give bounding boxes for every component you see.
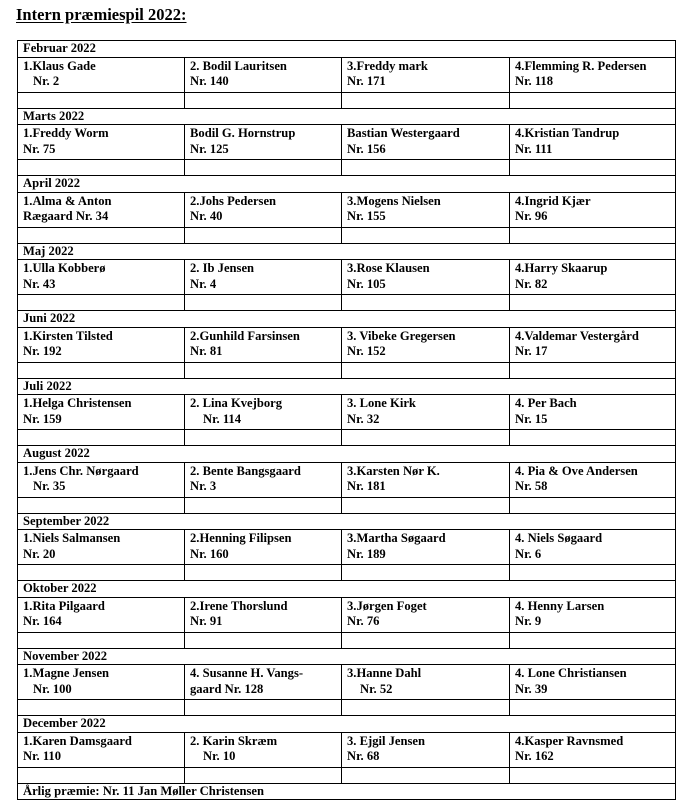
winner-name: 2. Lina Kvejborg — [190, 396, 283, 410]
empty-cell — [18, 362, 185, 378]
winner-number: Nr. 189 — [347, 546, 386, 561]
winner-cell — [510, 530, 676, 565]
month-header-row — [18, 41, 676, 58]
winner-number: Nr. 125 — [190, 141, 229, 156]
empty-cell — [185, 430, 342, 446]
winner-name: 4.Valdemar Vestergård — [515, 328, 639, 343]
winners-row — [18, 125, 676, 160]
winner-number: Nr. 164 — [23, 614, 62, 628]
spacer-row — [18, 430, 676, 446]
winner-cell — [342, 395, 510, 430]
month-header-row — [18, 446, 676, 463]
winner-cell — [18, 260, 185, 295]
winner-number: Nr. 171 — [347, 74, 386, 88]
spacer-row — [18, 92, 676, 108]
winner-name: 3. Lone Kirk — [347, 396, 416, 410]
winner-number: Nr. 17 — [515, 344, 548, 358]
month-name: September 2022 — [18, 513, 676, 530]
winner-name: 2.Gunhild Farsinsen — [190, 328, 300, 343]
winner-cell — [185, 395, 342, 430]
winner-cell — [342, 732, 510, 767]
winner-cell — [342, 57, 510, 92]
winner-cell — [18, 732, 185, 767]
empty-cell — [342, 160, 510, 176]
winner-number: Nr. 52 — [360, 681, 393, 696]
winner-number: Nr. 162 — [515, 749, 554, 763]
empty-cell — [342, 632, 510, 648]
winner-name: 2. Bodil Lauritsen — [190, 58, 287, 73]
winner-name: 3.Martha Søgaard — [347, 531, 446, 545]
winner-number: Nr. 192 — [23, 344, 62, 358]
month-header-row — [18, 108, 676, 125]
empty-cell — [18, 632, 185, 648]
winner-name: 4.Ingrid Kjær — [515, 193, 591, 208]
month-name: Juli 2022 — [18, 378, 676, 395]
winners-row — [18, 597, 676, 632]
winner-cell — [510, 665, 676, 700]
empty-cell — [342, 295, 510, 311]
winner-number: Nr. 20 — [23, 546, 56, 561]
empty-cell — [510, 430, 676, 446]
empty-cell — [510, 497, 676, 513]
spacer-row — [18, 295, 676, 311]
empty-cell — [18, 497, 185, 513]
winner-name: 4.Harry Skaarup — [515, 261, 608, 275]
winner-name: 2.Irene Thorslund — [190, 598, 288, 613]
winner-cell — [18, 192, 185, 227]
winner-name: 2. Ib Jensen — [190, 261, 255, 275]
winner-cell — [18, 597, 185, 632]
winner-number: Nr. 82 — [515, 276, 548, 291]
empty-cell — [510, 160, 676, 176]
winner-cell — [510, 732, 676, 767]
winner-number: Nr. 68 — [347, 749, 380, 763]
winner-number: Nr. 10 — [203, 749, 236, 763]
annual-prize-text: Årlig præmie: Nr. 11 Jan Møller Christensen — [18, 783, 676, 800]
month-header-row — [18, 716, 676, 733]
winner-cell — [18, 125, 185, 160]
winner-number: Nr. 114 — [203, 411, 242, 426]
empty-cell — [18, 430, 185, 446]
winner-cell — [185, 125, 342, 160]
winner-number: Nr. 35 — [33, 479, 66, 493]
winner-number: Nr. 105 — [347, 276, 386, 291]
month-name: November 2022 — [18, 648, 676, 665]
winner-name: 1.Niels Salmansen — [23, 531, 121, 545]
winner-cell — [18, 57, 185, 92]
empty-cell — [510, 227, 676, 243]
winner-name: 1.Ulla Kobberø — [23, 261, 106, 275]
empty-cell — [510, 92, 676, 108]
winner-cell — [185, 597, 342, 632]
winner-number: Nr. 152 — [347, 344, 386, 358]
winner-number: Nr. 9 — [515, 614, 542, 628]
winner-number: Nr. 39 — [515, 681, 548, 696]
winner-cell — [342, 530, 510, 565]
winner-name: 2. Bente Bangsgaard — [190, 463, 301, 478]
spacer-row — [18, 362, 676, 378]
winner-name: 3. Vibeke Gregersen — [347, 328, 456, 343]
winner-name: 3.Rose Klausen — [347, 261, 430, 275]
winner-name: 4. Henny Larsen — [515, 598, 605, 613]
empty-cell — [510, 700, 676, 716]
month-header-row — [18, 513, 676, 530]
winner-cell — [510, 260, 676, 295]
winner-name: 3.Freddy mark — [347, 58, 428, 73]
winner-number: Nr. 111 — [515, 141, 553, 156]
empty-cell — [342, 92, 510, 108]
empty-cell — [18, 92, 185, 108]
winner-cell — [342, 462, 510, 497]
empty-cell — [18, 700, 185, 716]
winner-name: Bodil G. Hornstrup — [190, 126, 296, 140]
winner-number: Nr. 76 — [347, 614, 380, 628]
empty-cell — [185, 160, 342, 176]
winner-name: 4. Per Bach — [515, 396, 577, 410]
winner-name: 1.Alma & Anton — [23, 193, 112, 208]
winner-number: Nr. 118 — [515, 74, 554, 88]
winner-name: 2. Karin Skræm — [190, 733, 278, 748]
winner-cell — [18, 327, 185, 362]
winner-number: Nr. 160 — [190, 546, 229, 561]
empty-cell — [510, 767, 676, 783]
winners-row — [18, 665, 676, 700]
month-name: Maj 2022 — [18, 243, 676, 260]
spacer-row — [18, 497, 676, 513]
winners-row — [18, 57, 676, 92]
empty-cell — [18, 227, 185, 243]
empty-cell — [18, 295, 185, 311]
winner-cell — [185, 57, 342, 92]
winner-name: 4. Lone Christiansen — [515, 666, 627, 680]
winner-cell — [18, 395, 185, 430]
winner-number: Nr. 6 — [515, 546, 542, 561]
winner-cell — [185, 665, 342, 700]
winner-number: gaard Nr. 128 — [190, 681, 264, 696]
spacer-row — [18, 700, 676, 716]
winner-cell — [342, 665, 510, 700]
winner-name: 4. Pia & Ove Andersen — [515, 463, 638, 478]
month-name: April 2022 — [18, 176, 676, 193]
month-header-row — [18, 176, 676, 193]
winner-name: 4.Flemming R. Pedersen — [515, 58, 647, 73]
empty-cell — [185, 227, 342, 243]
spacer-row — [18, 227, 676, 243]
winner-name: 4.Kasper Ravnsmed — [515, 733, 624, 748]
month-name: Februar 2022 — [18, 41, 676, 58]
winners-row — [18, 192, 676, 227]
winner-name: 3.Mogens Nielsen — [347, 193, 441, 208]
winner-cell — [342, 192, 510, 227]
winner-name: Bastian Westergaard — [347, 126, 460, 140]
winner-cell — [18, 462, 185, 497]
empty-cell — [342, 362, 510, 378]
winner-number: Nr. 155 — [347, 209, 386, 223]
winner-number: Nr. 4 — [190, 276, 217, 291]
empty-cell — [18, 160, 185, 176]
winner-number: Nr. 156 — [347, 141, 386, 156]
spacer-row — [18, 632, 676, 648]
winner-number: Nr. 32 — [347, 411, 380, 426]
empty-cell — [185, 362, 342, 378]
winner-cell — [185, 732, 342, 767]
empty-cell — [342, 497, 510, 513]
winner-cell — [510, 327, 676, 362]
winner-number: Nr. 3 — [190, 479, 217, 493]
winner-number: Nr. 91 — [190, 614, 223, 628]
empty-cell — [185, 565, 342, 581]
winner-cell — [18, 665, 185, 700]
winner-cell — [342, 260, 510, 295]
winner-cell — [185, 530, 342, 565]
winner-name: 3.Jørgen Foget — [347, 598, 427, 613]
winner-name: 1.Karen Damsgaard — [23, 733, 132, 748]
winner-cell — [342, 597, 510, 632]
winner-name: 1.Helga Christensen — [23, 396, 132, 410]
empty-cell — [510, 295, 676, 311]
winner-cell — [185, 260, 342, 295]
winner-number: Nr. 40 — [190, 209, 223, 223]
empty-cell — [18, 767, 185, 783]
document-title: Intern præmiespil 2022: — [16, 5, 187, 24]
month-name: December 2022 — [18, 716, 676, 733]
month-name: Oktober 2022 — [18, 581, 676, 598]
empty-cell — [185, 632, 342, 648]
winners-row — [18, 530, 676, 565]
empty-cell — [342, 227, 510, 243]
winner-name: 3. Ejgil Jensen — [347, 733, 426, 748]
winner-name: 2.Henning Filipsen — [190, 531, 292, 545]
empty-cell — [342, 767, 510, 783]
winners-row — [18, 260, 676, 295]
month-header-row — [18, 378, 676, 395]
annual-prize-row — [18, 783, 676, 800]
winner-cell — [185, 462, 342, 497]
empty-cell — [342, 430, 510, 446]
spacer-row — [18, 565, 676, 581]
month-header-row — [18, 648, 676, 665]
winner-name: 3.Karsten Nør K. — [347, 463, 440, 478]
winner-cell — [510, 125, 676, 160]
winner-cell — [510, 462, 676, 497]
winner-name: 1.Rita Pilgaard — [23, 598, 105, 613]
winners-row — [18, 395, 676, 430]
winner-cell — [342, 125, 510, 160]
winner-cell — [185, 192, 342, 227]
winner-cell — [342, 327, 510, 362]
winner-number: Nr. 159 — [23, 411, 62, 426]
winners-row — [18, 327, 676, 362]
winner-name: 1.Kirsten Tilsted — [23, 328, 113, 343]
winner-cell — [185, 327, 342, 362]
winner-name: 4. Niels Søgaard — [515, 531, 603, 545]
empty-cell — [185, 767, 342, 783]
winner-cell — [510, 192, 676, 227]
winner-name: 1.Magne Jensen — [23, 666, 110, 680]
winner-name: 3.Hanne Dahl — [347, 666, 422, 680]
winner-number: Nr. 15 — [515, 411, 548, 426]
winner-name: 4.Kristian Tandrup — [515, 126, 620, 140]
empty-cell — [185, 92, 342, 108]
month-name: August 2022 — [18, 446, 676, 463]
month-header-row — [18, 311, 676, 328]
winner-number: Nr. 110 — [23, 749, 62, 763]
winner-name: 4. Susanne H. Vangs- — [190, 666, 304, 680]
winner-name: 1.Jens Chr. Nørgaard — [23, 463, 139, 478]
winners-row — [18, 462, 676, 497]
winner-number: Nr. 58 — [515, 479, 548, 493]
prize-table-body — [18, 41, 676, 800]
month-header-row — [18, 243, 676, 260]
empty-cell — [510, 565, 676, 581]
empty-cell — [185, 497, 342, 513]
winner-number: Nr. 81 — [190, 344, 223, 358]
empty-cell — [510, 632, 676, 648]
winner-cell — [510, 597, 676, 632]
winner-cell — [510, 395, 676, 430]
month-header-row — [18, 581, 676, 598]
winner-number: Nr. 181 — [347, 479, 386, 493]
empty-cell — [185, 295, 342, 311]
empty-cell — [342, 565, 510, 581]
winner-cell — [18, 530, 185, 565]
winner-name: 1.Klaus Gade — [23, 58, 96, 73]
spacer-row — [18, 767, 676, 783]
spacer-row — [18, 160, 676, 176]
winners-row — [18, 732, 676, 767]
winner-number: Nr. 140 — [190, 74, 229, 88]
prize-table — [17, 40, 676, 800]
winner-name: 1.Freddy Worm — [23, 126, 109, 140]
winner-number: Nr. 96 — [515, 209, 548, 223]
empty-cell — [510, 362, 676, 378]
winner-number: Nr. 2 — [33, 74, 60, 88]
winner-number: Nr. 43 — [23, 276, 56, 291]
winner-number: Nr. 100 — [33, 681, 72, 696]
winner-name: 2.Johs Pedersen — [190, 193, 277, 208]
month-name: Marts 2022 — [18, 108, 676, 125]
winner-number: Rægaard Nr. 34 — [23, 209, 109, 223]
month-name: Juni 2022 — [18, 311, 676, 328]
empty-cell — [18, 565, 185, 581]
empty-cell — [342, 700, 510, 716]
empty-cell — [185, 700, 342, 716]
winner-cell — [510, 57, 676, 92]
winner-number: Nr. 75 — [23, 141, 56, 156]
